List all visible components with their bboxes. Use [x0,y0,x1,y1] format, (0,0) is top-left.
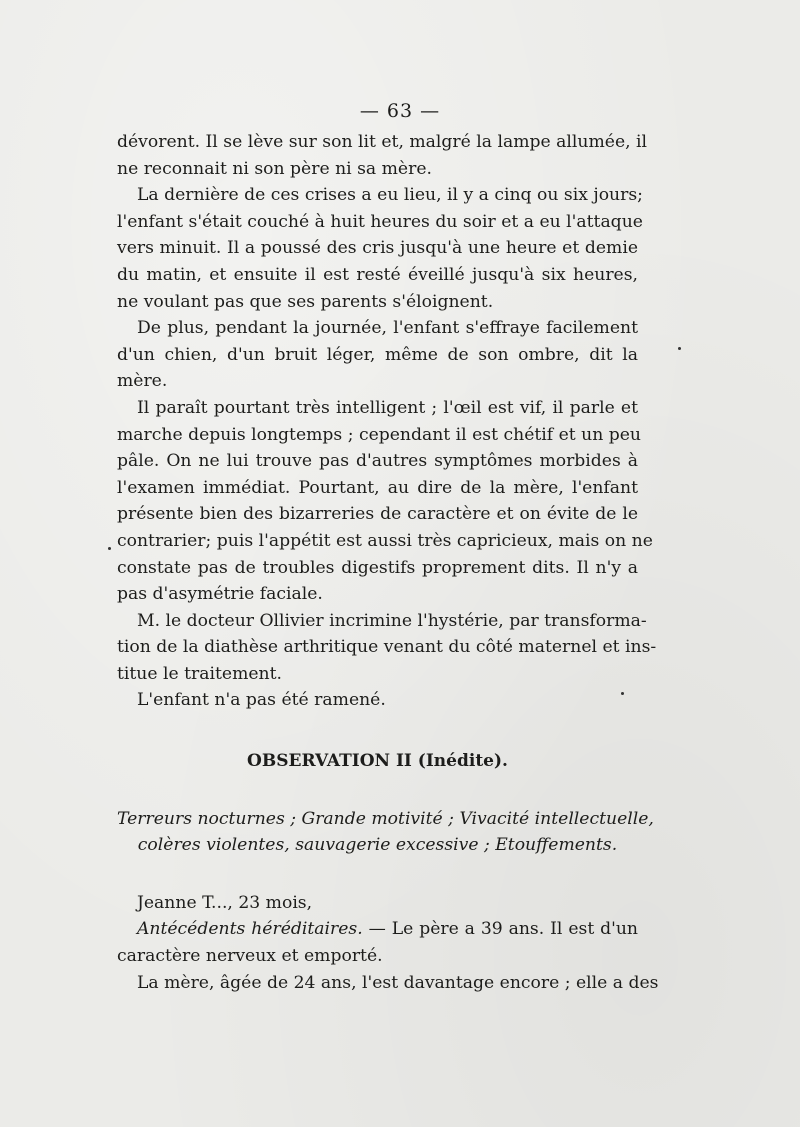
text-line: La mère, âgée de 24 ans, l'est davantage encore ; elle a des [137,972,659,993]
text-line: présente bien des bizarreries de caractère et on évite de le [117,504,638,525]
text-line: l'examen immédiat. Pourtant, au dire de la mère, l'enfant [117,477,638,498]
text-line: vers minuit. Il a poussé des cris jusqu'à une heure et demie [117,238,638,259]
text-line: contrarier; puis l'appétit est aussi très capricieux, mais on ne [117,530,653,551]
antecedents-text: — Le père a 39 ans. Il est d'un [362,919,638,940]
text-line: ne voulant pas que ses parents s'éloignent. [117,291,494,312]
speck [678,347,681,350]
text-line: titue le traitement. [117,663,283,684]
text-line: pas d'asymétrie faciale. [117,584,323,605]
text-line: d'un chien, d'un bruit léger, même de son ombre, dit la [117,344,638,365]
patient-name-line: Jeanne T..., 23 mois, [137,892,313,913]
observation-summary-line: Terreurs nocturnes ; Grande motivité ; Vivacité intellectuelle, [117,808,654,829]
observation-title: OBSERVATION II (Inédite). [247,751,508,772]
text-line: l'enfant s'était couché à huit heures du soir et a eu l'attaque [117,211,643,232]
text-line: Il paraît pourtant très intelligent ; l'œil est vif, il parle et [137,397,638,418]
text-line: du matin, et ensuite il est resté éveillé jusqu'à six heures, [117,264,638,285]
observation-summary-line: colères violentes, sauvagerie excessive ; Etouffements. [137,835,618,856]
antecedents-line [117,916,638,943]
text-line: constate pas de troubles digestifs proprement dits. Il n'y a [117,557,638,578]
text-line: tion de la diathèse arthritique venant du côté maternel et ins- [117,637,657,658]
page-number: — 63 — [359,100,441,122]
text-line: ne reconnait ni son père ni sa mère. [117,158,432,179]
speck [621,692,624,695]
text-line: caractère nerveux et emporté. [117,946,383,967]
speck [108,547,111,550]
text-line: M. le docteur Ollivier incrimine l'hystérie, par transforma- [137,610,647,631]
text-line: marche depuis longtemps ; cependant il est chétif et un peu [117,424,641,445]
antecedents-label: Antécédents héréditaires. [137,919,363,940]
text-line: L'enfant n'a pas été ramené. [137,690,386,711]
body-text [117,129,659,996]
text-line: La dernière de ces crises a eu lieu, il y a cinq ou six jours; [137,185,643,206]
text-line: mère. [117,371,168,392]
text-line: De plus, pendant la journée, l'enfant s'effraye facilement [137,318,638,339]
text-line: pâle. On ne lui trouve pas d'autres symptômes morbides à [117,451,638,472]
text-line: dévorent. Il se lève sur son lit et, malgré la lampe allumée, il [117,132,648,152]
